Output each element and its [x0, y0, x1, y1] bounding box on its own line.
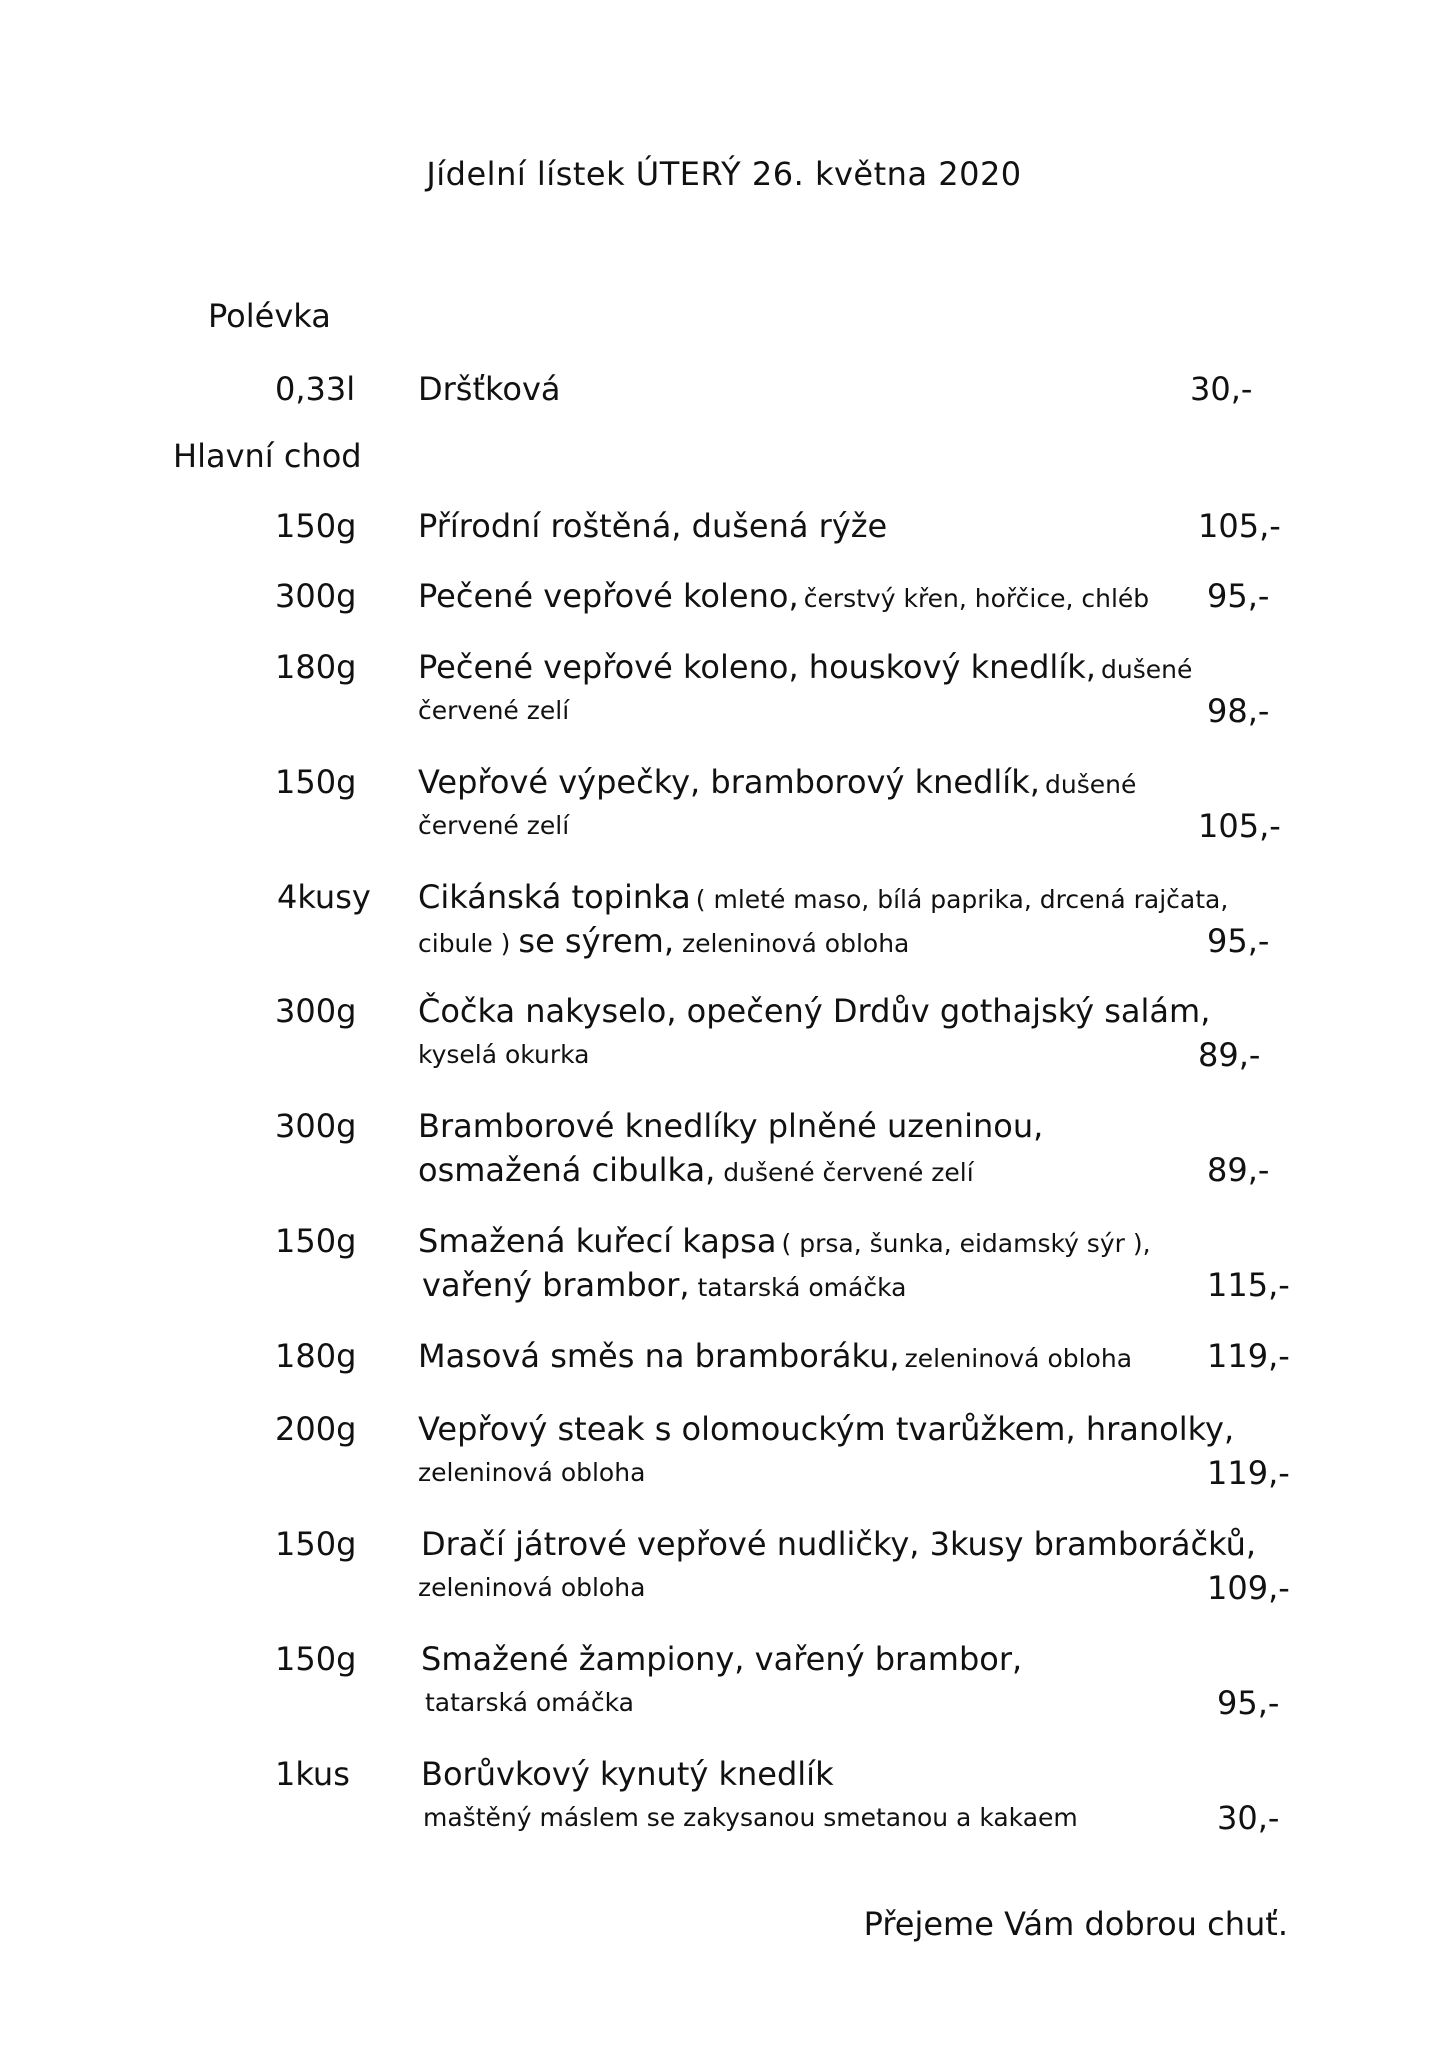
- item-price: 95,-: [1207, 922, 1270, 960]
- item-qty: 300g: [275, 577, 357, 615]
- item-line2-tail: zeleninová obloha: [681, 929, 910, 958]
- item-price: 30,-: [1190, 370, 1253, 408]
- item-price: 30,-: [1217, 1799, 1280, 1837]
- item-line2: tatarská omáčka: [425, 1688, 634, 1717]
- item-name: Cikánská topinka: [418, 878, 691, 916]
- item-name: Smažené žampiony,: [421, 1640, 745, 1678]
- item-line2: kyselá okurka: [418, 1040, 590, 1069]
- item-name: Přírodní roštěná, dušená rýže: [418, 507, 888, 545]
- item-qty: 4kusy: [277, 878, 371, 916]
- item-extra: dušené: [1044, 770, 1137, 799]
- item-name: Masová směs na bramboráku,: [418, 1337, 900, 1375]
- item-line2: červené zelí: [418, 696, 570, 725]
- item-price: 89,-: [1207, 1151, 1270, 1189]
- item-qty: 150g: [275, 763, 357, 801]
- item-name: Vepřový steak s olomouckým tvarůžkem, hranolky,: [418, 1410, 1235, 1448]
- item-qty: 0,33l: [275, 370, 356, 408]
- item-name: Čočka nakyselo, opečený Drdův gothajský salám,: [418, 992, 1211, 1030]
- item-line2: červené zelí: [418, 811, 570, 840]
- item-name: Vepřové výpečky, bramborový knedlík,: [418, 763, 1040, 801]
- item-line2-tail: dušené červené zelí: [723, 1158, 974, 1187]
- item-name: Borůvkový kynutý knedlík: [421, 1755, 834, 1793]
- item-name-tail: vařený brambor,: [754, 1640, 1023, 1678]
- closing-greeting: Přejeme Vám dobrou chuť.: [863, 1905, 1288, 1943]
- item-price: 95,-: [1217, 1684, 1280, 1722]
- item-extra: dušené: [1101, 655, 1193, 684]
- section-main: Hlavní chod: [173, 437, 362, 475]
- item-qty: 300g: [275, 992, 357, 1030]
- item-qty: 180g: [275, 648, 357, 686]
- item-name: Smažená kuřecí kapsa: [418, 1222, 777, 1260]
- item-name: Dršťková: [418, 370, 561, 408]
- item-extra: ( prsa, šunka, eidamský sýr ),: [781, 1229, 1151, 1258]
- item-line2-extra: cibule ): [418, 929, 511, 958]
- item-line2-tail: tatarská omáčka: [697, 1273, 907, 1302]
- item-extra: čerstvý křen, hořčice, chléb: [803, 584, 1150, 613]
- menu-title: Jídelní lístek ÚTERÝ 26. května 2020: [426, 155, 1022, 193]
- item-price: 95,-: [1207, 577, 1270, 615]
- item-extra: zeleninová obloha: [904, 1344, 1133, 1373]
- item-name: Pečené vepřové koleno, houskový knedlík,: [418, 648, 1096, 686]
- item-qty: 1kus: [275, 1755, 350, 1793]
- item-line2-main: osmažená cibulka,: [418, 1151, 716, 1189]
- item-price: 105,-: [1198, 807, 1281, 845]
- item-name: Pečené vepřové koleno,: [418, 577, 799, 615]
- item-qty: 150g: [275, 1525, 357, 1563]
- item-line2-main: se sýrem,: [518, 922, 675, 960]
- item-line2: zeleninová obloha: [418, 1458, 646, 1487]
- item-name: Dračí játrové vepřové nudličky, 3kusy bramboráčků,: [421, 1525, 1257, 1563]
- item-line2: maštěný máslem se zakysanou smetanou a kakaem: [423, 1803, 1078, 1832]
- item-price: 98,-: [1207, 692, 1270, 730]
- item-price: 119,-: [1207, 1337, 1290, 1375]
- item-price: 115,-: [1207, 1266, 1290, 1304]
- item-price: 89,-: [1198, 1036, 1261, 1074]
- item-qty: 300g: [275, 1107, 357, 1145]
- item-qty: 150g: [275, 1222, 357, 1260]
- item-line2-main: vařený brambor,: [422, 1266, 690, 1304]
- item-price: 119,-: [1207, 1454, 1290, 1492]
- item-qty: 180g: [275, 1337, 357, 1375]
- item-price: 105,-: [1198, 507, 1281, 545]
- item-extra: ( mleté maso, bílá paprika, drcená rajčata,: [695, 885, 1229, 914]
- item-name: Bramborové knedlíky plněné uzeninou,: [418, 1107, 1044, 1145]
- item-price: 109,-: [1207, 1569, 1290, 1607]
- item-qty: 150g: [275, 507, 357, 545]
- item-qty: 150g: [275, 1640, 357, 1678]
- item-line2: zeleninová obloha: [418, 1573, 646, 1602]
- item-qty: 200g: [275, 1410, 357, 1448]
- section-soup: Polévka: [208, 297, 331, 335]
